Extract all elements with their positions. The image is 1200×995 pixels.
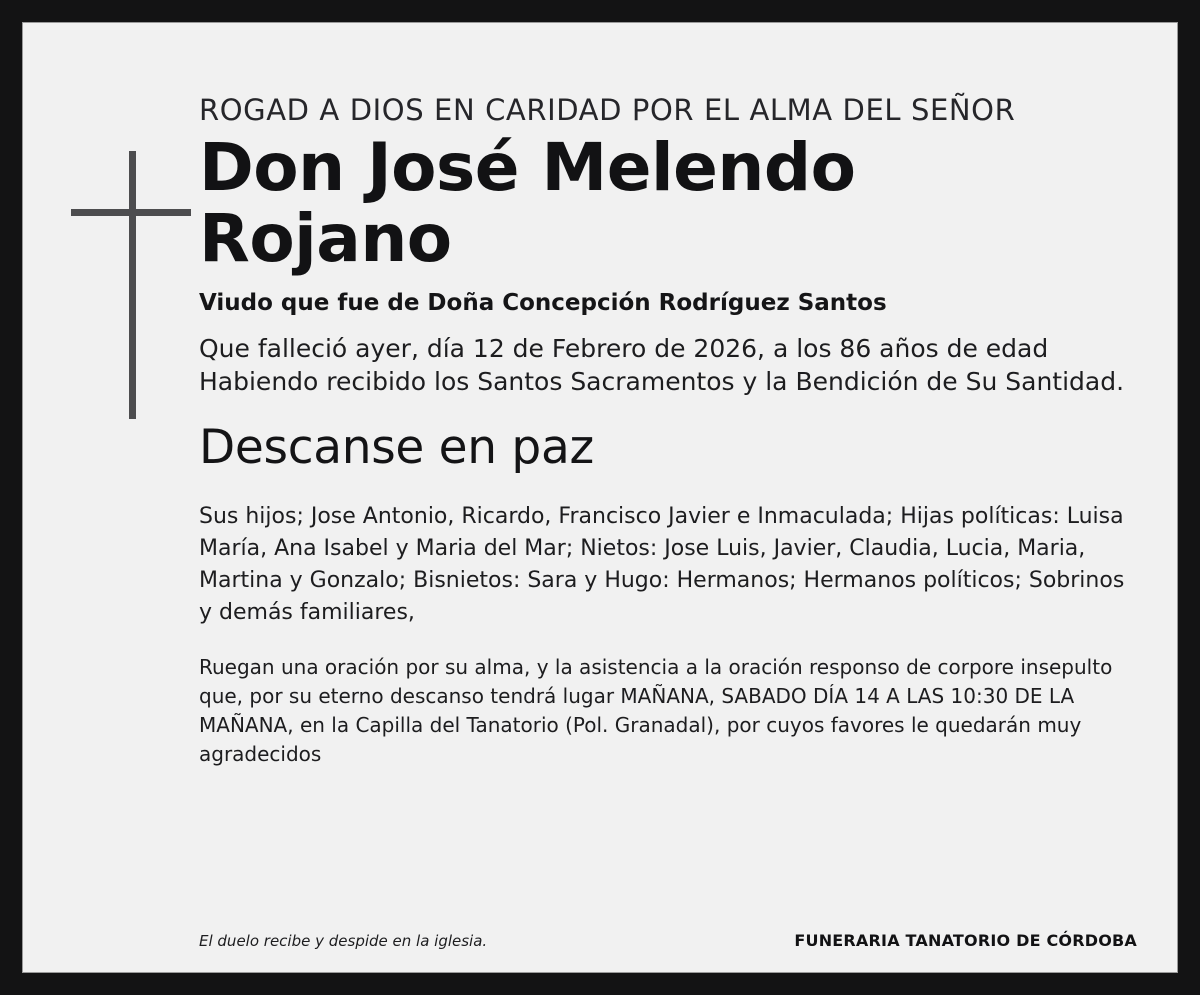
funeral-home-name: FUNERARIA TANATORIO DE CÓRDOBA (794, 931, 1137, 950)
deceased-name: Don José Melendo Rojano (199, 129, 856, 277)
funeral-service-details: Ruegan una oración por su alma, y la asistencia a la oración responso de corpore insepulto que, por su eterno descanso tendrá lugar MAÑANA, SABADO DÍA 14 A LAS 10:30 DE LA MAÑANA, en la Capilla del Tanatorio (Pol. Granadal), por cuyos favores le quedarán muy agradecidos (199, 654, 1113, 766)
cross-icon (71, 151, 191, 419)
cross-vertical-bar (129, 151, 136, 419)
mourning-note: El duelo recibe y despide en la iglesia. (199, 932, 488, 950)
rest-in-peace-line: Descanse en paz (199, 420, 594, 476)
invocation-line: ROGAD A DIOS EN CARIDAD POR EL ALMA DEL SEÑOR (199, 93, 1016, 127)
death-details: Que falleció ayer, día 12 de Febrero de 2026, a los 86 años de edad Habiendo recibido los Santos Sacramentos y la Bendición de Su Santidad. (199, 334, 1125, 397)
spouse-line: Viudo que fue de Doña Concepción Rodríguez Santos (199, 290, 887, 317)
surviving-family-list: Sus hijos; Jose Antonio, Ricardo, Francisco Javier e Inmaculada; Hijas políticas: Luisa María, Ana Isabel y Maria del Mar; Nietos: Jose Luis, Javier, Claudia, Lucia, Maria, Martina y Gonzalo; Bisnietos: Sara y Hugo: Hermanos; Hermanos políticos; Sobrinos y demás familiares, (199, 504, 1125, 625)
notice-footer (199, 931, 1137, 950)
notice-content (199, 93, 1141, 795)
notice-paper (22, 22, 1178, 973)
cross-horizontal-bar (71, 209, 191, 216)
